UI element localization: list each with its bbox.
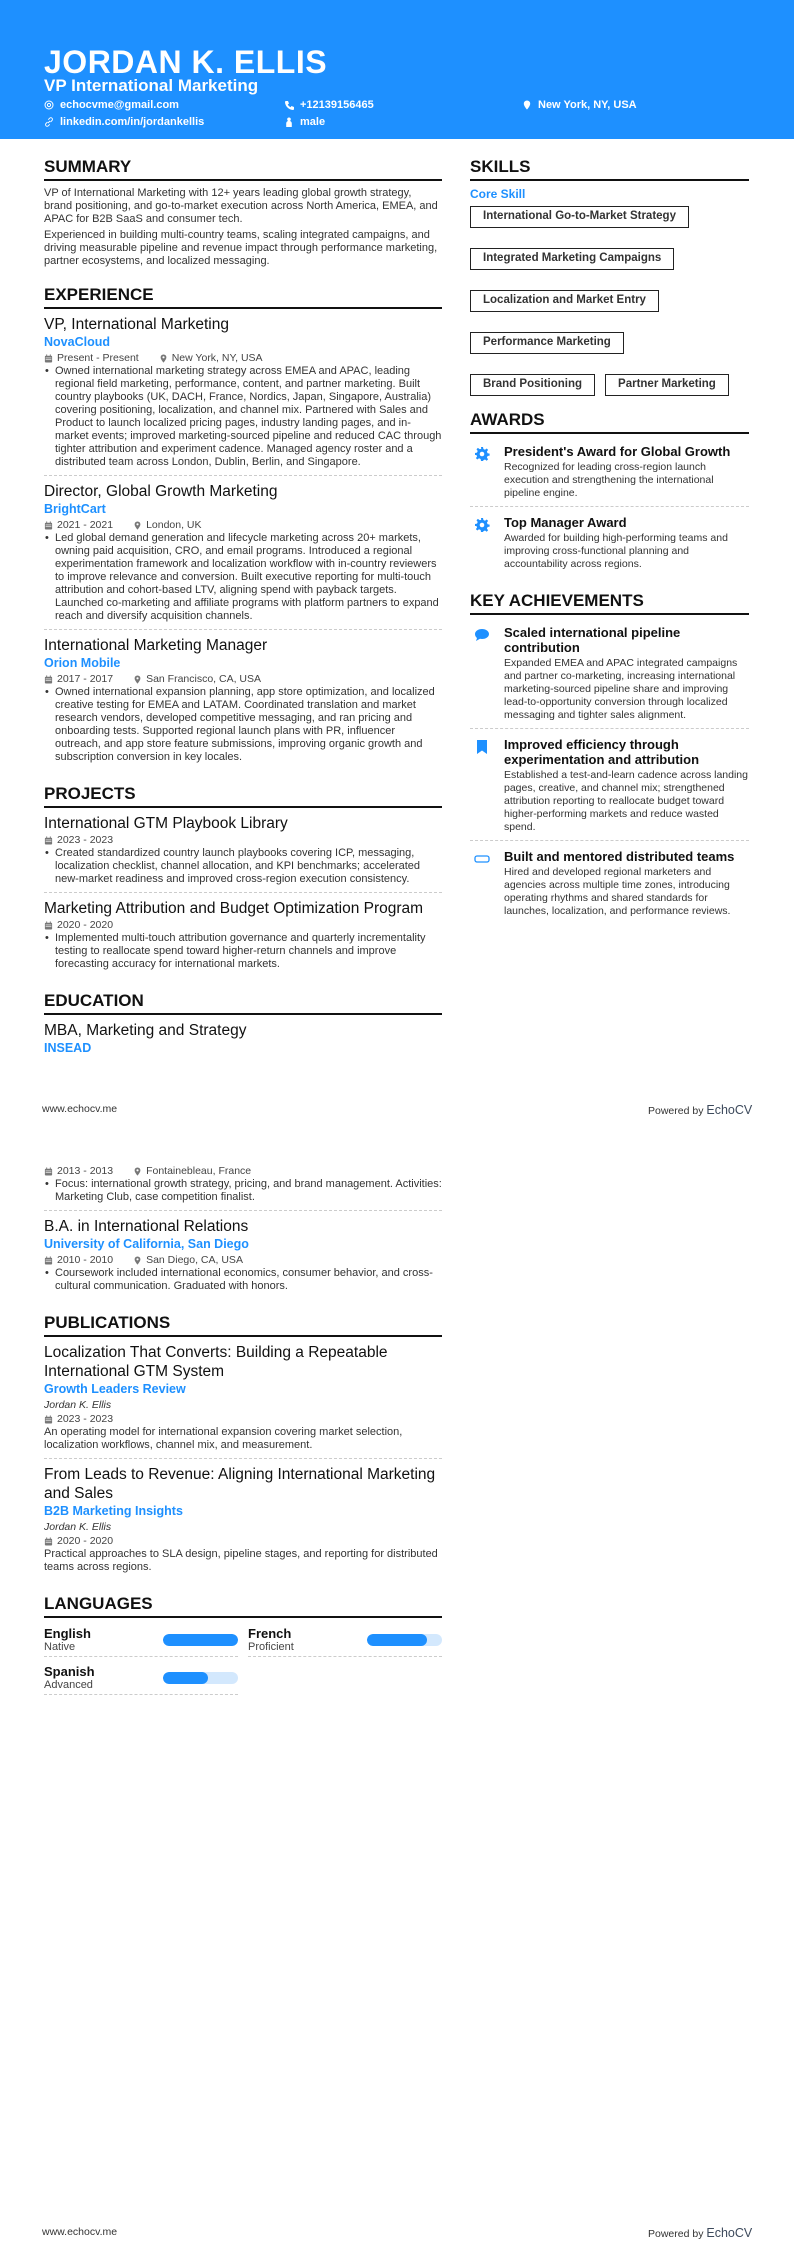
- school-name: INSEAD: [44, 1041, 92, 1055]
- calendar-icon: [44, 921, 53, 930]
- language-name: Spanish: [44, 1664, 95, 1679]
- contact-linkedin[interactable]: [44, 116, 204, 128]
- project-title: International GTM Playbook Library: [44, 815, 288, 832]
- publication-title: From Leads to Revenue: Aligning International Marketing and Sales: [44, 1466, 436, 1502]
- footer-powered-by[interactable]: [648, 1103, 752, 1117]
- language-level: Proficient: [248, 1641, 294, 1653]
- achievement-item: [470, 621, 749, 729]
- dates: 2017 - 2017: [57, 673, 114, 685]
- company-name: BrightCart: [44, 502, 106, 516]
- left-column: [44, 1164, 442, 1700]
- education-entry: [44, 1217, 442, 1299]
- linkedin-text: linkedin.com/in/jordankellis: [60, 116, 205, 128]
- publication-entry: [44, 1343, 442, 1459]
- proficiency-fill: [367, 1634, 427, 1646]
- experience-entry: [44, 482, 442, 630]
- section-heading-education: EDUCATION: [44, 991, 442, 1015]
- footer-site-link[interactable]: www.echocv.me: [42, 1103, 118, 1115]
- bullet: • Led global demand generation and lifecycle marketing across 20+ markets, owning paid acquisition, CRO, and email programs. Introduced a regional experimentation framework and localization workflow with in-country reviewers to improve relevance and conversion. Built executive reporting for multi-touch attribution and cohort-based LTV, aligning spend with payback targets. Launched co-marketing and affiliate programs with platform partners to expand reach and diversify acquisition channels.: [44, 532, 442, 623]
- powered-by-text: Powered by: [648, 2228, 704, 2240]
- location: London, UK: [146, 519, 202, 531]
- language-level: Native: [44, 1641, 76, 1653]
- person-icon: [284, 117, 294, 127]
- calendar-icon: [44, 1415, 53, 1424]
- location: New York, NY, USA: [171, 352, 263, 364]
- section-heading-summary: SUMMARY: [44, 157, 442, 181]
- skill-chip: Performance Marketing: [470, 332, 624, 354]
- dates: 2021 - 2021: [57, 519, 114, 531]
- email-text: echocvme@gmail.com: [60, 99, 179, 111]
- calendar-icon: [44, 1256, 53, 1265]
- phone-text: +12139156465: [300, 99, 374, 111]
- publication-description: An operating model for international expansion covering market selection, localization workflows, channel mix, and measurement.: [44, 1426, 403, 1451]
- contact-location: [522, 99, 637, 111]
- company-name: NovaCloud: [44, 335, 110, 349]
- footer-powered-by[interactable]: [648, 2226, 752, 2240]
- resume-page-2: [0, 1123, 794, 2246]
- section-heading-publications: PUBLICATIONS: [44, 1313, 442, 1337]
- contact-gender: [284, 116, 325, 128]
- calendar-icon: [44, 1537, 53, 1546]
- location: San Francisco, CA, USA: [146, 673, 262, 685]
- proficiency-fill: [163, 1672, 208, 1684]
- education-entry: [44, 1164, 442, 1211]
- proficiency-bar: [163, 1634, 238, 1646]
- link-icon: [44, 117, 54, 127]
- award-title: Top Manager Award: [504, 515, 627, 530]
- skill-chip: Partner Marketing: [605, 374, 729, 396]
- publisher: Growth Leaders Review: [44, 1382, 186, 1396]
- bullet: • Coursework included international economics, consumer behavior, and cross-cultural communication. Graduated with honors.: [44, 1267, 442, 1293]
- candidate-title: VP International Marketing: [44, 76, 259, 95]
- skill-chip: Localization and Market Entry: [470, 290, 659, 312]
- section-heading-skills: SKILLS: [470, 157, 749, 181]
- resume-header: [0, 0, 794, 139]
- dates: 2023 - 2023: [57, 834, 114, 846]
- gender-text: male: [300, 116, 326, 128]
- calendar-icon: [44, 675, 53, 684]
- dates: Present - Present: [57, 352, 139, 364]
- publication-title: Localization That Converts: Building a Repeatable International GTM System: [44, 1344, 388, 1380]
- bookmark-icon: [474, 739, 490, 755]
- bullet: • Focus: international growth strategy, pricing, and brand management. Activities: Marketing Club, case competition finalist.: [44, 1178, 442, 1204]
- section-heading-projects: PROJECTS: [44, 784, 442, 808]
- contact-phone[interactable]: [284, 99, 374, 111]
- project-title: Marketing Attribution and Budget Optimization Program: [44, 900, 424, 917]
- location-pin-icon: [522, 100, 532, 110]
- publication-description: Practical approaches to SLA design, pipeline stages, and reporting for distributed teams across regions.: [44, 1548, 438, 1573]
- publisher: B2B Marketing Insights: [44, 1504, 183, 1518]
- skill-chip: International Go-to-Market Strategy: [470, 206, 689, 228]
- dates: 2013 - 2013: [57, 1165, 114, 1177]
- summary-paragraph: Experienced in building multi-country teams, scaling integrated campaigns, and driving measurable pipeline and revenue impact through performance marketing, partner ecosystems, and localized messaging.: [44, 229, 438, 267]
- bullet: • Owned international marketing strategy across EMEA and APAC, leading regional field marketing, performance, content, and partner marketing. Built country playbooks (UK, DACH, France, Nordics, Japan, Singapore, Australia) covering positioning, localization, and channel mix. Partnered with Sales and Product to launch localized pricing pages, industry landing pages, and in-market events; improved marketing-sourced pipeline and reduced CAC through tighter attribution and experiment cadence. Managed agency roster and a distributed team across London, Dublin, Berlin, and Singapore.: [44, 365, 442, 469]
- section-heading-experience: EXPERIENCE: [44, 285, 442, 309]
- degree: B.A. in International Relations: [44, 1218, 249, 1235]
- left-column: [44, 157, 442, 1057]
- skill-group-label: Core Skill: [470, 187, 526, 201]
- publication-entry: [44, 1465, 442, 1580]
- location-pin-icon: [133, 1256, 142, 1265]
- dates: 2023 - 2023: [57, 1413, 114, 1425]
- author: Jordan K. Ellis: [44, 1399, 112, 1411]
- bullet: • Implemented multi-touch attribution governance and quarterly incrementality testing to reallocate spend toward higher-return channels and improve forecasting accuracy for international markets.: [44, 932, 442, 971]
- location-pin-icon: [133, 675, 142, 684]
- language-name: French: [248, 1626, 292, 1641]
- section-heading-awards: AWARDS: [470, 410, 749, 434]
- bullet: • Owned international expansion planning, app store optimization, and localized creative testing for EMEA and LATAM. Coordinated translation and market research vendors, developed competitive messaging, and ran pricing and onboarding tests. Supported regional launch plans with PR, influencer outreach, and app store feature submissions, improving organic growth and subscription conversion in key locales.: [44, 686, 442, 764]
- award-description: Recognized for leading cross-region launch execution and strengthening the international pipeline engine.: [504, 461, 714, 499]
- achievement-description: Established a test-and-learn cadence across landing pages, creative, and channel mix; strengthened attribution reporting to reallocate budget toward higher-performing markets and reduce wasted spend.: [504, 769, 748, 833]
- achievement-title: Scaled international pipeline contribution: [504, 625, 681, 655]
- calendar-icon: [44, 1167, 53, 1176]
- proficiency-bar: [163, 1672, 238, 1684]
- project-entry: [44, 899, 442, 977]
- section-heading-key-achievements: KEY ACHIEVEMENTS: [470, 591, 749, 615]
- award-item: [470, 440, 749, 507]
- language-item: [248, 1624, 442, 1657]
- achievement-description: Expanded EMEA and APAC integrated campaigns and partner co-marketing, increasing international marketing-sourced pipeline share and improving lead-to-opportunity conversion through localized messaging and tighter sales alignment.: [504, 657, 738, 721]
- location-pin-icon: [133, 521, 142, 530]
- dates: 2020 - 2020: [57, 1535, 114, 1547]
- job-title: Director, Global Growth Marketing: [44, 483, 278, 500]
- location-pin-icon: [133, 1167, 142, 1176]
- language-list: [44, 1624, 442, 1700]
- location: Fontainebleau, France: [146, 1165, 252, 1177]
- author: Jordan K. Ellis: [44, 1521, 112, 1533]
- at-icon: [44, 100, 54, 110]
- language-level: Advanced: [44, 1679, 93, 1691]
- location: San Diego, CA, USA: [146, 1254, 243, 1266]
- company-name: Orion Mobile: [44, 656, 121, 670]
- language-item: [44, 1624, 238, 1657]
- experience-entry: [44, 315, 442, 476]
- skill-chip: Integrated Marketing Campaigns: [470, 248, 674, 270]
- right-column: [470, 157, 749, 928]
- dates: 2010 - 2010: [57, 1254, 114, 1266]
- achievement-item: [470, 845, 749, 924]
- brand-name: EchoCV: [706, 2226, 753, 2240]
- phone-icon: [284, 100, 294, 110]
- achievement-item: [470, 733, 749, 841]
- summary-paragraph: VP of International Marketing with 12+ years leading global growth strategy, brand positioning, and go-to-market execution across North America, EMEA, and APAC for B2B SaaS and consumer tech.: [44, 187, 438, 225]
- achievement-description: Hired and developed regional marketers and agencies across multiple time zones, introducing operating rhythms and shared standards for launches, localization, and performance reviews.: [504, 866, 731, 917]
- proficiency-fill: [163, 1634, 238, 1646]
- footer-site-link[interactable]: www.echocv.me: [42, 2226, 118, 2238]
- experience-entry: [44, 636, 442, 770]
- contact-email[interactable]: [44, 99, 179, 111]
- skill-list: [470, 206, 749, 396]
- gear-icon: [474, 446, 490, 462]
- calendar-icon: [44, 836, 53, 845]
- brand-name: EchoCV: [706, 1103, 753, 1117]
- location-pin-icon: [159, 354, 168, 363]
- language-name: English: [44, 1626, 91, 1641]
- powered-by-text: Powered by: [648, 1105, 704, 1117]
- achievement-title: Improved efficiency through experimentation and attribution: [504, 737, 700, 767]
- language-item: [44, 1662, 238, 1695]
- candidate-name: JORDAN K. ELLIS: [44, 44, 328, 80]
- section-heading-languages: LANGUAGES: [44, 1594, 442, 1618]
- award-description: Awarded for building high-performing teams and improving cross-functional planning and accountability across regions.: [504, 532, 728, 570]
- location-text: New York, NY, USA: [538, 99, 637, 111]
- skill-chip: Brand Positioning: [470, 374, 595, 396]
- dates: 2020 - 2020: [57, 919, 114, 931]
- job-title: VP, International Marketing: [44, 316, 229, 333]
- bullet: • Created standardized country launch playbooks covering ICP, messaging, localization checklist, channel allocation, and KPI benchmarks; accelerated new-market readiness and improved cross-region execution consistency.: [44, 847, 442, 886]
- gear-icon: [474, 517, 490, 533]
- project-entry: [44, 814, 442, 893]
- degree: MBA, Marketing and Strategy: [44, 1022, 247, 1039]
- chat-bubble-icon: [474, 627, 490, 643]
- proficiency-bar: [367, 1634, 442, 1646]
- award-title: President's Award for Global Growth: [504, 444, 731, 459]
- job-title: International Marketing Manager: [44, 637, 268, 654]
- calendar-icon: [44, 521, 53, 530]
- calendar-icon: [44, 354, 53, 363]
- award-item: [470, 511, 749, 577]
- battery-icon: [474, 851, 490, 867]
- achievement-title: Built and mentored distributed teams: [504, 849, 735, 864]
- school-name: University of California, San Diego: [44, 1237, 249, 1251]
